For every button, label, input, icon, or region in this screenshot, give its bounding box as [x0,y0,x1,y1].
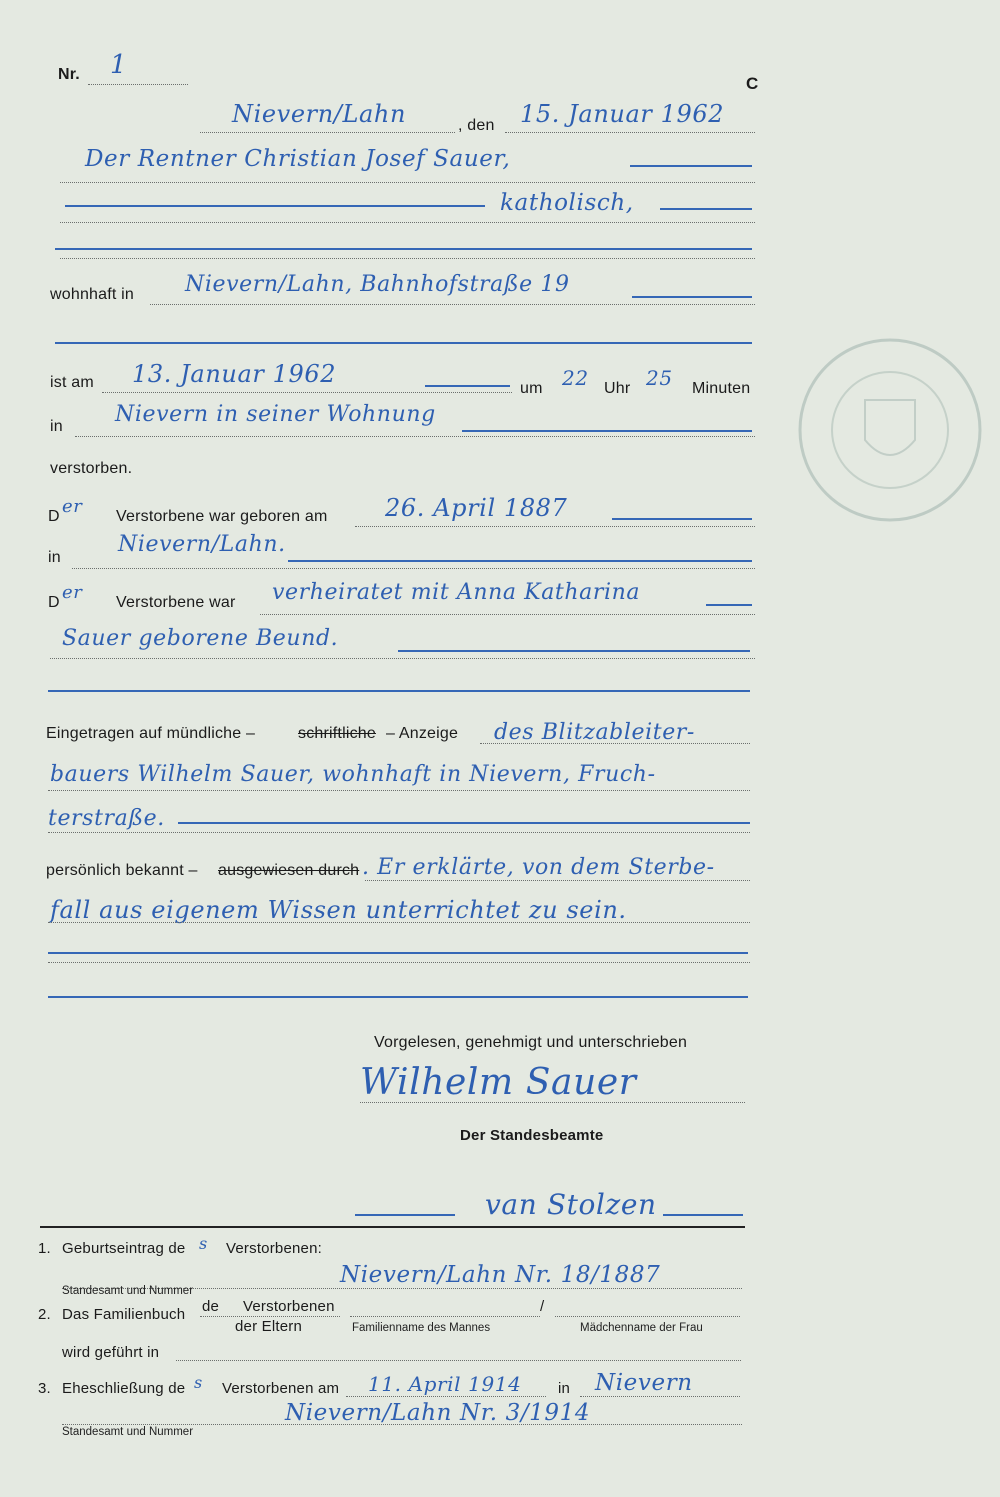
closing-statement: Vorgelesen, genehmigt und unterschrieben [374,1034,688,1051]
dotted-line [75,436,755,437]
dotted-line [365,880,750,881]
filler-stroke [48,690,750,692]
filler-stroke [355,1214,455,1216]
filler-stroke [398,650,750,652]
dotted-line [102,392,512,393]
filler-stroke [663,1214,743,1216]
item3-value: Nievern/Lahn Nr. 3/1914 [285,1400,591,1426]
dotted-line [260,614,755,615]
birth-label: Verstorbene war geboren am [116,508,328,525]
dotted-line [62,1424,742,1425]
nr-label: Nr. [58,66,80,83]
filler-stroke [48,952,748,954]
item3-label-a: Eheschließung de [62,1380,186,1397]
death-hour: 22 [562,366,589,390]
death-minute: 25 [646,366,673,390]
filler-stroke [425,385,510,387]
report-line3: terstraße. [48,806,165,831]
marriage-place: Nievern [595,1370,693,1396]
item1-value: Nievern/Lahn Nr. 18/1887 [340,1262,661,1288]
birth-place: Nievern/Lahn. [118,532,286,557]
item1-number: 1. [38,1240,51,1257]
known-label-id-struck: ausgewiesen durch [218,862,360,879]
filler-stroke [462,430,752,432]
marital-line2: Sauer geborene Beund. [62,626,339,651]
dotted-line [480,743,750,744]
birth-prefix: D [48,508,60,525]
marital-label: Verstorbene war [116,594,236,611]
dotted-line [555,1316,740,1317]
dotted-line [48,962,750,963]
report-label-c: – Anzeige [386,725,459,742]
um-label: um [520,380,543,397]
item2-caption-husband: Familienname des Mannes [352,1322,491,1334]
dotted-line [48,790,750,791]
den-label: , den [458,117,495,134]
item3-ending: s [194,1373,203,1392]
deceased-name: Der Rentner Christian Josef Sauer, [85,146,511,172]
filler-stroke [55,248,752,250]
filler-stroke [48,996,748,998]
item1-caption: Standesamt und Nummer [62,1285,194,1297]
dotted-line [200,132,455,133]
item3-number: 3. [38,1380,51,1397]
dotted-line [360,1102,745,1103]
dotted-line [200,1316,340,1317]
known-line2: fall aus eigenem Wissen unterrichtet zu sein. [50,896,627,924]
uhr-label: Uhr [604,380,631,397]
item1-label-a: Geburtseintrag de [62,1240,186,1257]
filler-stroke [660,208,752,210]
dotted-line [150,304,755,305]
filler-stroke [288,560,752,562]
birth-date: 26. April 1887 [385,494,568,522]
dotted-line [355,526,755,527]
dotted-line [350,1316,540,1317]
informant-signature: Wilhelm Sauer [360,1062,637,1103]
dotted-line [48,922,750,923]
footer-rule [40,1226,745,1228]
residence-label: wohnhaft in [50,286,135,303]
item2-gefuehrt: wird geführt in [62,1344,160,1361]
dotted-line [60,182,755,183]
nr-value: 1 [110,50,128,80]
item1-label-b: Verstorbenen: [226,1240,322,1257]
dotted-line [88,84,188,85]
known-label-a: persönlich bekannt – [46,862,198,879]
official-signature: van Stolzen [485,1188,657,1221]
dotted-line [505,132,755,133]
official-label: Der Standesbeamte [460,1127,604,1144]
dotted-line [50,658,755,659]
item2-caption-wife: Mädchenname der Frau [580,1322,703,1334]
dotted-line [60,222,755,223]
item2-eltern: der Eltern [235,1318,303,1335]
item2-de: de [202,1298,220,1315]
death-in-label: in [50,418,63,435]
filler-stroke [632,296,752,298]
dotted-line [176,1360,741,1361]
item2-label: Das Familienbuch [62,1306,186,1323]
item3-caption: Standesamt und Nummer [62,1426,194,1438]
marriage-date: 11. April 1914 [368,1372,522,1396]
report-label-written-struck: schriftliche [298,725,376,742]
marital-prefix-ending: er [62,582,83,603]
dotted-line [72,568,755,569]
residence-value: Nievern/Lahn, Bahnhofstraße 19 [185,272,570,297]
filler-stroke [65,205,485,207]
marital-prefix: D [48,594,60,611]
known-line1: . Er erklärte, von dem Sterbe- [362,855,715,880]
dotted-line [60,258,755,259]
registration-place: Nievern/Lahn [232,100,407,128]
ist-am-label: ist am [50,374,94,391]
marital-line1: verheiratet mit Anna Katharina [272,580,641,605]
filler-stroke [630,165,752,167]
filler-stroke [706,604,752,606]
verstorben-label: verstorben. [50,460,133,477]
registration-date: 15. Januar 1962 [520,100,725,128]
death-date: 13. Januar 1962 [132,360,337,388]
item2-number: 2. [38,1306,51,1323]
filler-stroke [612,518,752,520]
minuten-label: Minuten [692,380,751,397]
death-place: Nievern in seiner Wohnung [115,402,436,427]
birth-in-label: in [48,549,61,566]
item2-verstorbenen: Verstorbenen [243,1298,335,1315]
item1-ending: s [199,1234,208,1253]
item3-in: in [558,1380,571,1397]
birth-prefix-ending: er [62,496,83,517]
item3-label-b: Verstorbenen am [222,1380,340,1397]
item2-slash: / [540,1298,545,1315]
registry-seal-stamp [780,335,1000,525]
corner-letter: C [746,74,759,93]
religion: katholisch, [500,190,634,216]
report-label-a: Eingetragen auf mündliche – [46,725,256,742]
report-line2: bauers Wilhelm Sauer, wohnhaft in Nievern, Fruch- [50,762,656,787]
dotted-line [48,832,750,833]
report-line1: des Blitzableiter- [494,720,695,745]
filler-stroke [55,342,752,344]
dotted-line [346,1396,546,1397]
filler-stroke [178,822,750,824]
dotted-line [580,1396,740,1397]
